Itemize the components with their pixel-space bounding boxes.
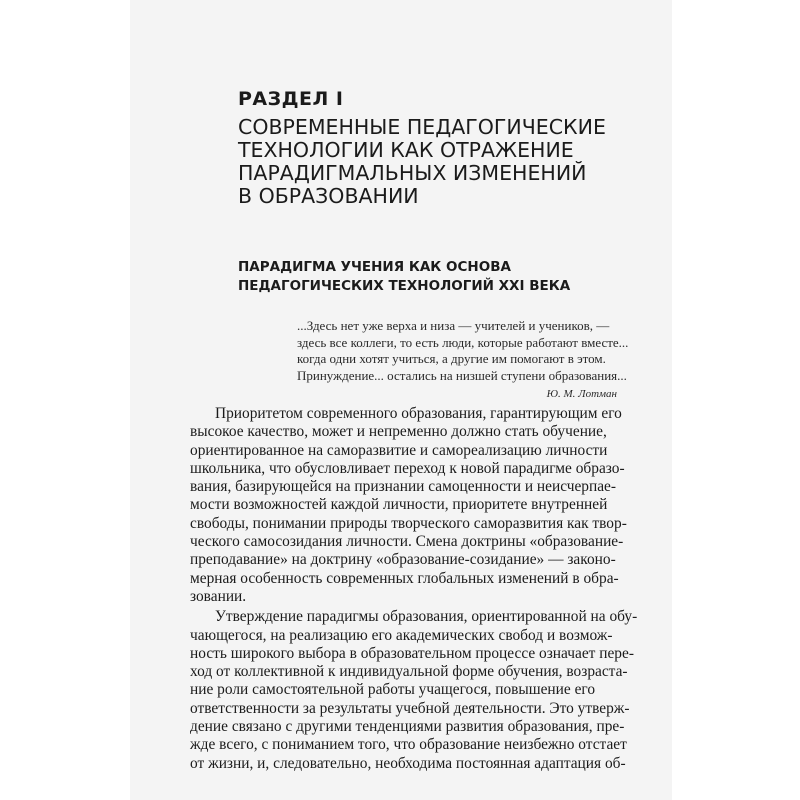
- text-line: жде всего, с пониманием того, что образование неизбежно отстает: [190, 736, 627, 754]
- text-line: ческого самосозидания личности. Смена доктрины «образование-: [190, 533, 624, 551]
- body-text: [190, 405, 650, 773]
- paragraph-2: [190, 608, 650, 773]
- text-line: мости возможностей каждой личности, приоритете внутренней: [190, 496, 608, 514]
- text-line: Утверждение парадигмы образования, ориентированной на обу-: [215, 608, 638, 626]
- text-line: Приоритетом современного образования, гарантирующим его: [215, 405, 622, 422]
- text-line: мерная особенность современных глобальных изменений в обра-: [190, 569, 619, 587]
- text-line: свободы, понимании природы творческого саморазвития как твор-: [190, 514, 627, 532]
- text-line: ориентированное на саморазвитие и самореализацию личности: [190, 441, 608, 459]
- text-line: высокое качество, может и непременно должно стать обучение,: [190, 423, 607, 441]
- text-line: преподавание» на доктрину «образование-созидание» — законо-: [190, 551, 616, 569]
- paragraph-1: [190, 405, 650, 606]
- text-line: зовании.: [190, 587, 247, 605]
- text-line: школьника, что обусловливает переход к новой парадигме образо-: [190, 459, 625, 477]
- text-line: ность широкого выбора в образовательном процессе означает пере-: [190, 644, 634, 662]
- epigraph: [297, 318, 629, 403]
- text-line: дение связано с другими тенденциями развития образования, пре-: [190, 718, 625, 736]
- subtitle-line: ПЕДАГОГИЧЕСКИХ ТЕХНОЛОГИЙ XXI ВЕКА: [238, 278, 571, 294]
- subtitle-line: ПАРАДИГМА УЧЕНИЯ КАК ОСНОВА: [238, 259, 511, 275]
- epigraph-line: ...Здесь нет уже верха и низа — учителей и учеников, —: [297, 318, 610, 333]
- section-subtitle: [238, 258, 638, 296]
- text-line: ние роли самостоятельной работы учащегося, повышение его: [190, 681, 596, 699]
- chapter-title-line: СОВРЕМЕННЫЕ ПЕДАГОГИЧЕСКИЕ: [238, 115, 606, 139]
- chapter-title-line: ТЕХНОЛОГИИ КАК ОТРАЖЕНИЕ: [238, 138, 574, 162]
- epigraph-line: здесь все коллеги, то есть люди, которые работают вместе...: [297, 334, 629, 350]
- chapter-title-line: ПАРАДИГМАЛЬНЫХ ИЗМЕНЕНИЙ: [238, 161, 587, 185]
- section-label: РАЗДЕЛ I: [238, 88, 344, 110]
- text-line: чающегося, на реализацию его академических свобод и возмож-: [190, 626, 613, 644]
- epigraph-author: Ю. М. Лотман: [546, 388, 617, 400]
- chapter-title: [238, 116, 638, 208]
- epigraph-line: Принуждение... остались на низшей ступени образования...: [297, 367, 627, 383]
- text-line: ход от коллективной к индивидуальной форме обучения, возраста-: [190, 663, 628, 681]
- epigraph-line: когда одни хотят учиться, а другие им помогают в этом.: [297, 351, 606, 366]
- text-line: от жизни, и, следовательно, необходима постоянная адаптация об-: [190, 754, 626, 772]
- chapter-title-line: В ОБРАЗОВАНИИ: [238, 184, 419, 208]
- text-line: ответственности за результаты учебной деятельности. Это утверж-: [190, 699, 630, 717]
- book-page: [130, 0, 672, 800]
- text-line: вания, базирующейся на признании самоценности и неисчерпае-: [190, 478, 617, 496]
